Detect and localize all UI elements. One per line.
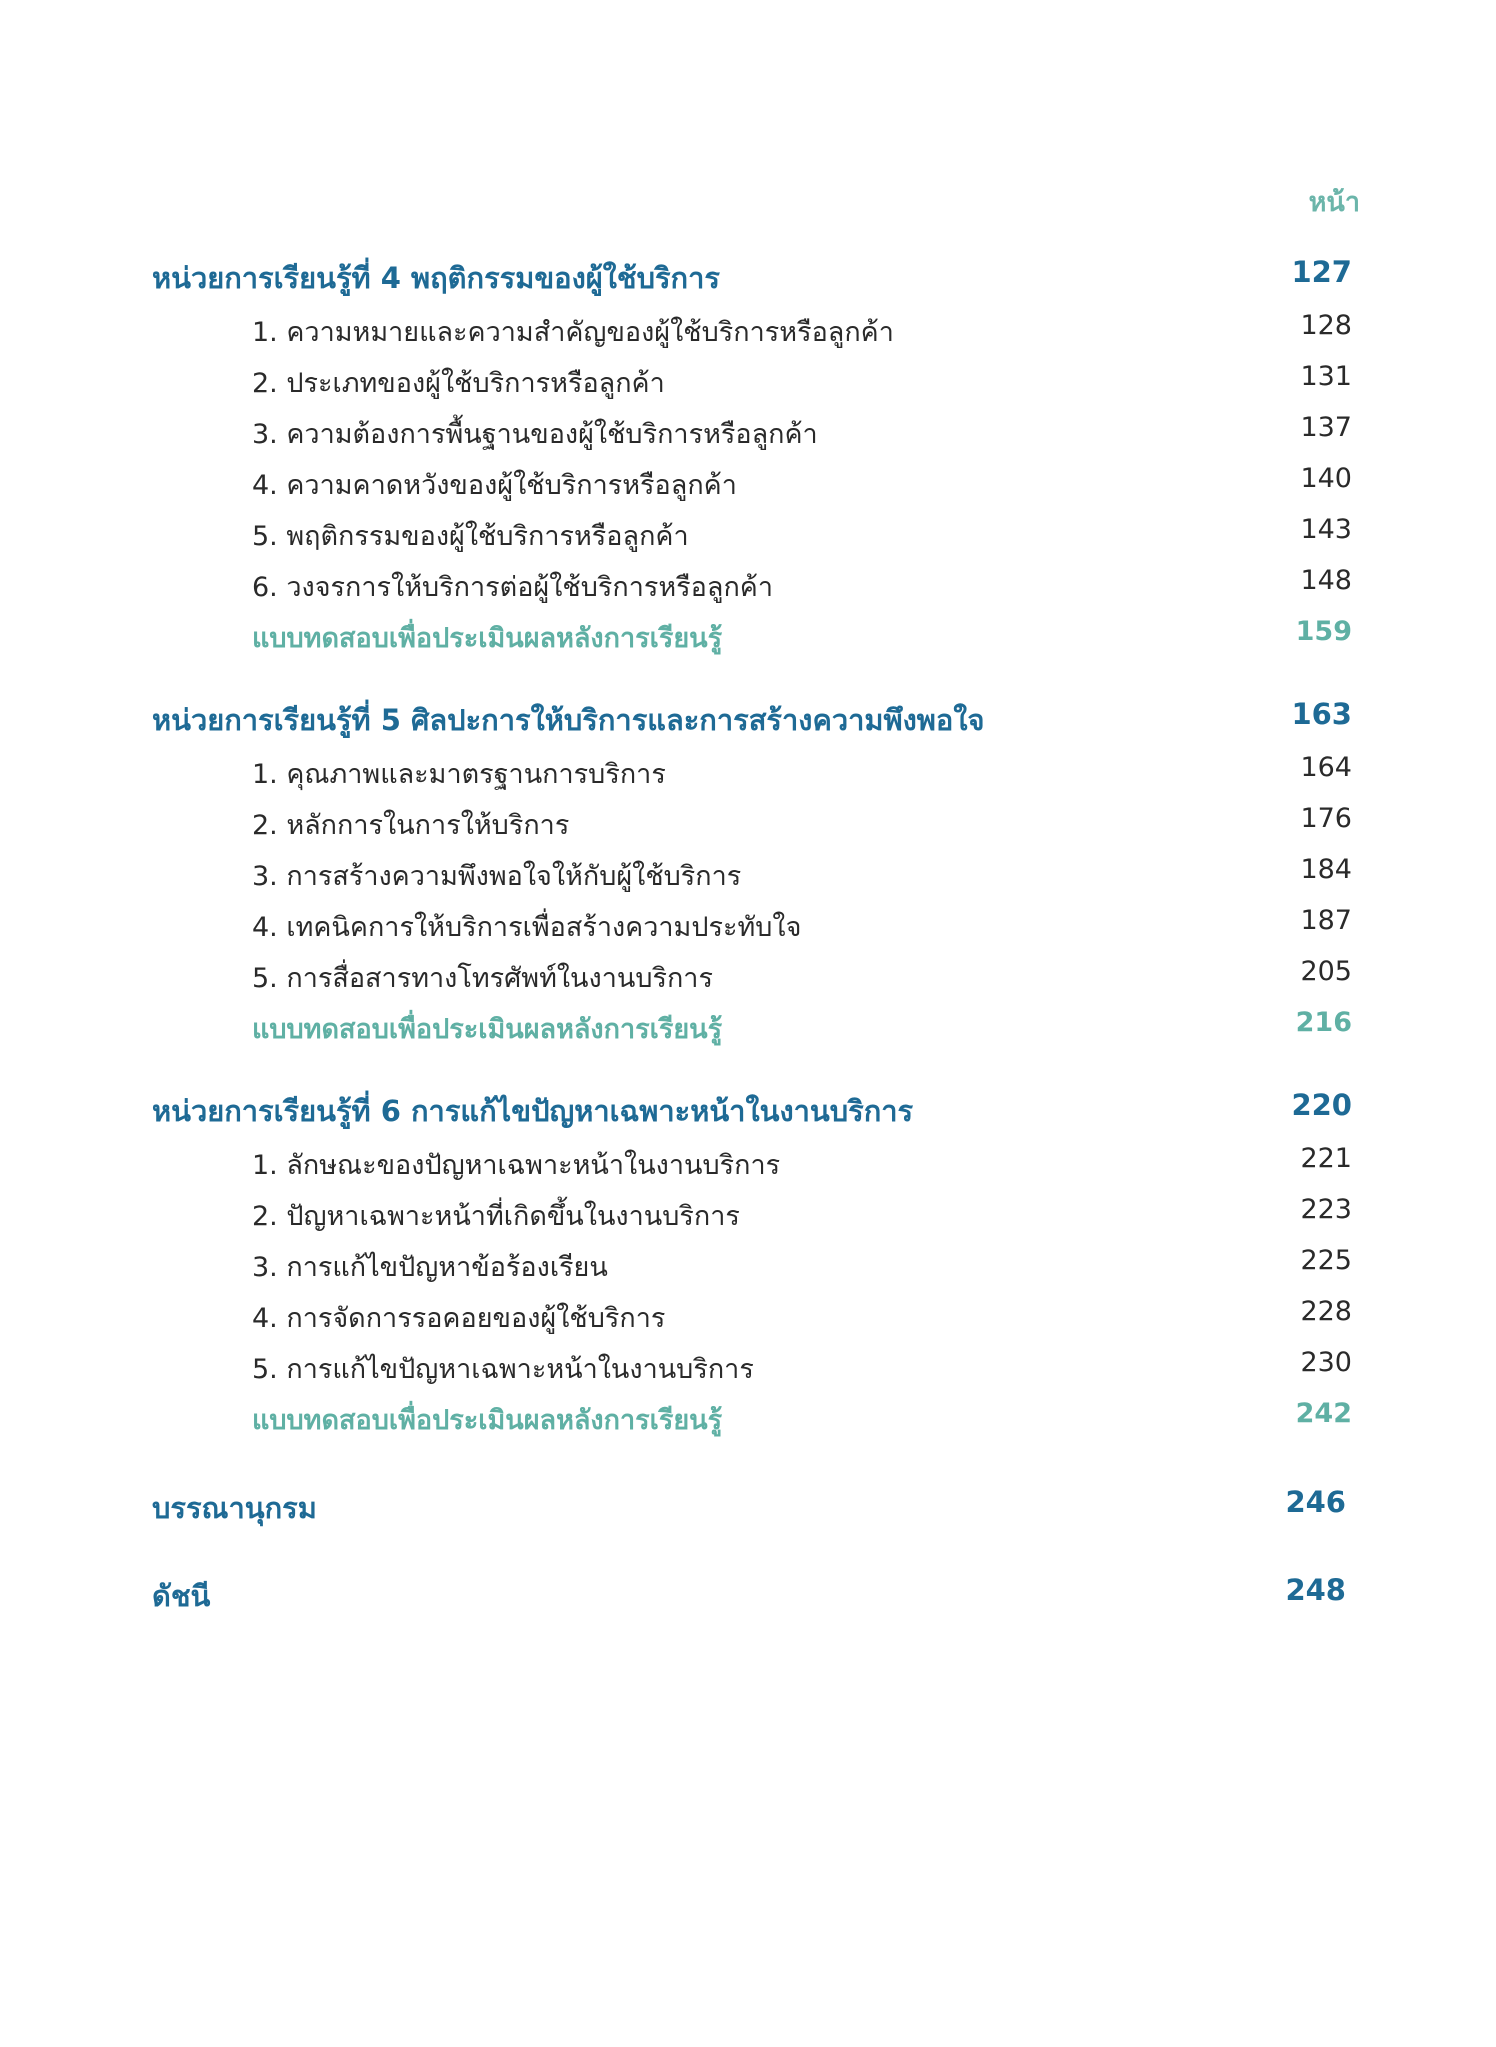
item-label: 5. การแก้ไขปัญหาเฉพาะหน้าในงานบริการ (252, 1354, 754, 1385)
item-page: 205 (1300, 956, 1352, 987)
toc-item[interactable] (0, 310, 1496, 358)
toc-quiz[interactable] (0, 1398, 1496, 1446)
quiz-page: 216 (1295, 1007, 1352, 1038)
item-page: 128 (1300, 310, 1352, 341)
item-page: 137 (1300, 412, 1352, 443)
quiz-label: แบบทดสอบเพื่อประเมินผลหลังการเรียนรู้ (252, 1014, 723, 1045)
item-page: 223 (1300, 1194, 1352, 1225)
bibliography-page: 246 (1285, 1485, 1346, 1519)
toc-item[interactable] (0, 565, 1496, 613)
toc-quiz[interactable] (0, 616, 1496, 664)
quiz-page: 159 (1295, 616, 1352, 647)
toc-quiz[interactable] (0, 1007, 1496, 1055)
item-label: 1. คุณภาพและมาตรฐานการบริการ (252, 759, 666, 790)
toc-bibliography[interactable] (0, 1485, 1496, 1533)
toc-item[interactable] (0, 1245, 1496, 1293)
toc-item[interactable] (0, 514, 1496, 562)
toc-unit-5[interactable] (0, 697, 1496, 745)
item-label: 5. พฤติกรรมของผู้ใช้บริการหรือลูกค้า (252, 521, 689, 552)
toc-index[interactable] (0, 1573, 1496, 1621)
index-page: 248 (1285, 1573, 1346, 1607)
page-column-header: หน้า (1308, 187, 1360, 218)
toc-unit-4[interactable] (0, 255, 1496, 303)
toc-item[interactable] (0, 956, 1496, 1004)
item-label: 1. ลักษณะของปัญหาเฉพาะหน้าในงานบริการ (252, 1150, 781, 1181)
unit-page: 127 (1291, 255, 1352, 289)
item-page: 176 (1300, 803, 1352, 834)
item-page: 143 (1300, 514, 1352, 545)
item-label: 3. การสร้างความพึงพอใจให้กับผู้ใช้บริการ (252, 861, 742, 892)
item-label: 2. หลักการในการให้บริการ (252, 810, 570, 841)
item-page: 187 (1300, 905, 1352, 936)
unit-title: หน่วยการเรียนรู้ที่ 5 ศิลปะการให้บริการและการสร้างความพึงพอใจ (152, 703, 985, 737)
toc-item[interactable] (0, 1347, 1496, 1395)
item-page: 184 (1300, 854, 1352, 885)
toc-item[interactable] (0, 803, 1496, 851)
toc-item[interactable] (0, 854, 1496, 902)
toc-item[interactable] (0, 1194, 1496, 1242)
quiz-page: 242 (1295, 1398, 1352, 1429)
quiz-label: แบบทดสอบเพื่อประเมินผลหลังการเรียนรู้ (252, 623, 723, 654)
item-page: 221 (1300, 1143, 1352, 1174)
item-label: 3. ความต้องการพื้นฐานของผู้ใช้บริการหรือลูกค้า (252, 419, 818, 450)
item-label: 4. การจัดการรอคอยของผู้ใช้บริการ (252, 1303, 666, 1334)
toc-unit-6[interactable] (0, 1088, 1496, 1136)
bibliography-label: บรรณานุกรม (152, 1491, 317, 1525)
item-page: 230 (1300, 1347, 1352, 1378)
item-label: 6. วงจรการให้บริการต่อผู้ใช้บริการหรือลูกค้า (252, 572, 774, 603)
unit-page: 163 (1291, 697, 1352, 731)
item-label: 2. ประเภทของผู้ใช้บริการหรือลูกค้า (252, 368, 665, 399)
toc-item[interactable] (0, 905, 1496, 953)
item-label: 4. ความคาดหวังของผู้ใช้บริการหรือลูกค้า (252, 470, 737, 501)
item-page: 228 (1300, 1296, 1352, 1327)
item-label: 4. เทคนิคการให้บริการเพื่อสร้างความประทับใจ (252, 912, 802, 943)
index-label: ดัชนี (152, 1579, 211, 1613)
unit-title: หน่วยการเรียนรู้ที่ 6 การแก้ไขปัญหาเฉพาะหน้าในงานบริการ (152, 1094, 914, 1128)
item-label: 3. การแก้ไขปัญหาข้อร้องเรียน (252, 1252, 608, 1283)
toc-item[interactable] (0, 412, 1496, 460)
item-page: 131 (1300, 361, 1352, 392)
unit-title: หน่วยการเรียนรู้ที่ 4 พฤติกรรมของผู้ใช้บริการ (152, 261, 720, 295)
item-page: 164 (1300, 752, 1352, 783)
item-page: 225 (1300, 1245, 1352, 1276)
toc-item[interactable] (0, 752, 1496, 800)
quiz-label: แบบทดสอบเพื่อประเมินผลหลังการเรียนรู้ (252, 1405, 723, 1436)
toc-item[interactable] (0, 1296, 1496, 1344)
item-page: 140 (1300, 463, 1352, 494)
item-label: 2. ปัญหาเฉพาะหน้าที่เกิดขึ้นในงานบริการ (252, 1201, 740, 1232)
toc-item[interactable] (0, 361, 1496, 409)
item-label: 1. ความหมายและความสำคัญของผู้ใช้บริการหรือลูกค้า (252, 317, 894, 348)
item-page: 148 (1300, 565, 1352, 596)
unit-page: 220 (1291, 1088, 1352, 1122)
toc-item[interactable] (0, 463, 1496, 511)
item-label: 5. การสื่อสารทางโทรศัพท์ในงานบริการ (252, 963, 713, 994)
toc-item[interactable] (0, 1143, 1496, 1191)
